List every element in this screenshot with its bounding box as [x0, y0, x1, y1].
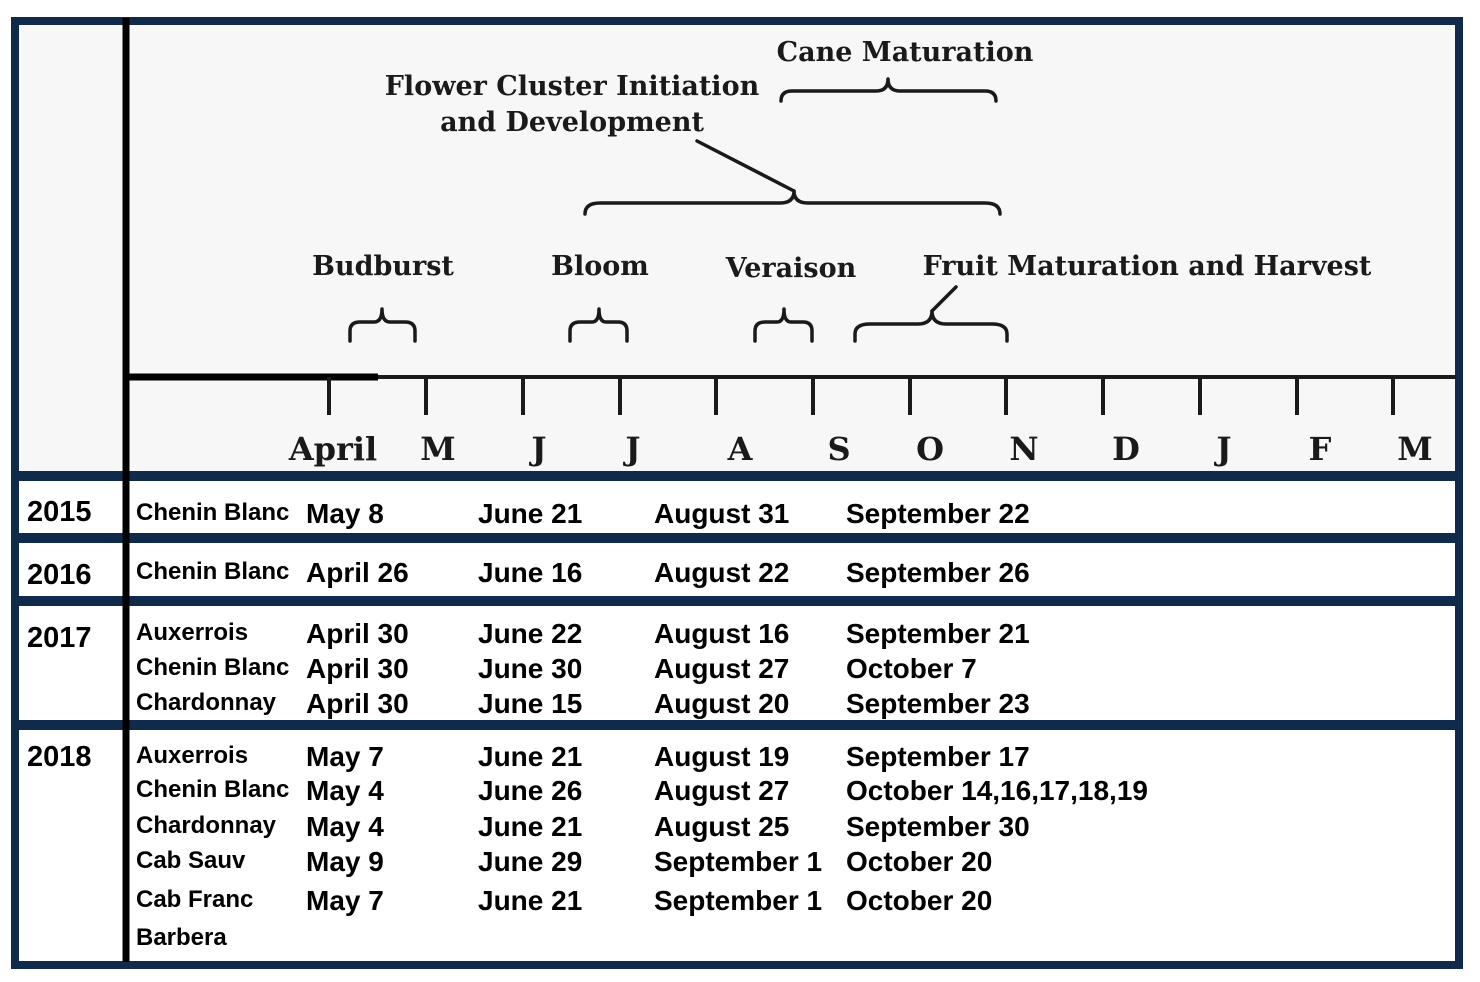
- veraison-date-cell: August 27: [654, 775, 790, 806]
- budburst-date-cell: May 7: [306, 741, 384, 772]
- veraison-date-cell: August 20: [654, 688, 790, 719]
- harvest-date-cell: September 26: [846, 557, 1030, 588]
- year-label: 2018: [27, 741, 92, 773]
- stage-label-fruit-maturation: Fruit Maturation and Harvest: [922, 251, 1372, 282]
- variety-cell: Chenin Blanc: [136, 558, 290, 585]
- bloom-date-cell: June 21: [478, 498, 583, 529]
- budburst-date-cell: April 30: [306, 618, 409, 649]
- bloom-date-cell: June 21: [478, 811, 583, 842]
- month-label: O: [916, 430, 944, 468]
- veraison-date-cell: August 22: [654, 557, 790, 588]
- veraison-date-cell: August 16: [654, 618, 790, 649]
- stage-label-bloom: Bloom: [551, 251, 649, 282]
- budburst-date-cell: May 4: [306, 811, 384, 842]
- veraison-date-cell: September 1: [654, 846, 823, 877]
- variety-cell: Chardonnay: [136, 812, 277, 839]
- budburst-date-cell: April 26: [306, 557, 409, 588]
- month-label: F: [1308, 430, 1332, 468]
- variety-cell: Chenin Blanc: [136, 499, 290, 526]
- variety-cell: Barbera: [136, 924, 227, 951]
- stage-label-flower-line2: and Development: [440, 107, 704, 138]
- bloom-date-cell: June 26: [478, 775, 583, 806]
- veraison-date-cell: August 19: [654, 741, 790, 772]
- variety-cell: Chardonnay: [136, 689, 277, 716]
- month-label: A: [727, 430, 753, 468]
- month-label: N: [1009, 430, 1039, 468]
- harvest-date-cell: October 20: [846, 846, 993, 877]
- budburst-date-cell: May 4: [306, 775, 384, 806]
- variety-cell: Auxerrois: [136, 619, 249, 646]
- bloom-date-cell: June 29: [478, 846, 583, 877]
- veraison-date-cell: September 1: [654, 885, 823, 916]
- budburst-date-cell: May 7: [306, 885, 384, 916]
- stage-label-veraison: Veraison: [725, 253, 857, 284]
- bloom-date-cell: June 30: [478, 653, 583, 684]
- bloom-date-cell: June 22: [478, 618, 583, 649]
- variety-cell: Cab Franc: [136, 886, 254, 913]
- variety-cell: Chenin Blanc: [136, 654, 290, 681]
- harvest-date-cell: September 17: [846, 741, 1030, 772]
- harvest-date-cell: September 23: [846, 688, 1030, 719]
- bloom-date-cell: June 21: [478, 885, 583, 916]
- bloom-date-cell: June 15: [478, 688, 583, 719]
- variety-cell: Chenin Blanc: [136, 776, 290, 803]
- veraison-date-cell: August 25: [654, 811, 790, 842]
- month-label: S: [827, 430, 851, 468]
- bloom-date-cell: June 16: [478, 557, 583, 588]
- month-label: J: [1216, 430, 1232, 468]
- year-label: 2015: [27, 496, 92, 528]
- month-label: J: [531, 430, 547, 468]
- veraison-date-cell: August 27: [654, 653, 790, 684]
- variety-cell: Auxerrois: [136, 742, 249, 769]
- budburst-date-cell: May 9: [306, 846, 384, 877]
- year-label: 2016: [27, 559, 92, 591]
- month-label: M: [420, 430, 456, 468]
- veraison-date-cell: August 31: [654, 498, 790, 529]
- budburst-date-cell: May 8: [306, 498, 384, 529]
- harvest-date-cell: October 20: [846, 885, 993, 916]
- stage-label-cane-maturation: Cane Maturation: [776, 37, 1034, 68]
- year-label: 2017: [27, 622, 92, 654]
- bloom-date-cell: June 21: [478, 741, 583, 772]
- stage-label-budburst: Budburst: [312, 251, 454, 282]
- harvest-date-cell: September 21: [846, 618, 1030, 649]
- month-label: J: [625, 430, 641, 468]
- variety-cell: Cab Sauv: [136, 847, 246, 874]
- month-label: M: [1397, 430, 1433, 468]
- month-label: April: [288, 430, 378, 468]
- harvest-date-cell: October 7: [846, 653, 977, 684]
- budburst-date-cell: April 30: [306, 688, 409, 719]
- harvest-date-cell: September 30: [846, 811, 1030, 842]
- harvest-date-cell: September 22: [846, 498, 1030, 529]
- month-label: D: [1112, 430, 1140, 468]
- harvest-date-cell: October 14,16,17,18,19: [846, 775, 1148, 806]
- budburst-date-cell: April 30: [306, 653, 409, 684]
- stage-label-flower-line1: Flower Cluster Initiation: [384, 71, 760, 102]
